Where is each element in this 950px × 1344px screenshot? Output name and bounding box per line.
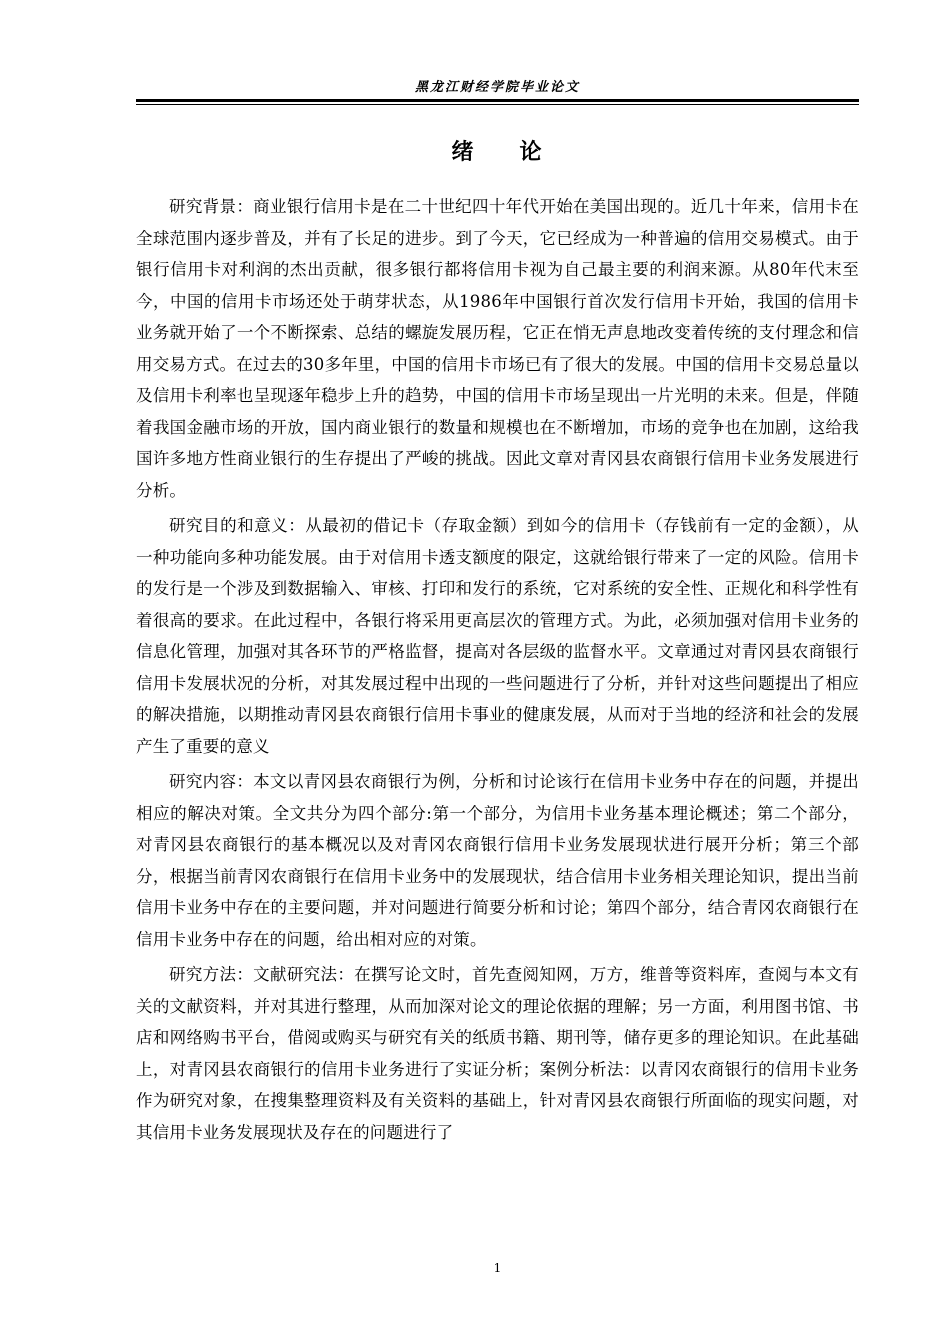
page-number: 1	[493, 1261, 502, 1275]
paragraph-background: 研究背景：商业银行信用卡是在二十世纪四十年代开始在美国出现的。近几十年来，信用卡在全球范围内逐步普及，并有了长足的进步。到了今天，它已经成为一种普遍的信用交易模式。由于银行信用卡对利润的杰出贡献，很多银行都将信用卡视为自己最主要的利润来源。从80年代末至今，中国的信用卡市场还处于萌芽状态，从1986年中国银行首次发行信用卡开始，我国的信用卡业务就开始了一个不断探索、总结的螺旋发展历程，它正在悄无声息地改变着传统的支付理念和信用交易方式。在过去的30多年里，中国的信用卡市场已有了很大的发展。中国的信用卡交易总量以及信用卡利率也呈现逐年稳步上升的趋势，中国的信用卡市场呈现出一片光明的未来。但是，伴随着我国金融市场的开放，国内商业银行的数量和规模也在不断增加，市场的竞争也在加剧，这给我国许多地方性商业银行的生存提出了严峻的挑战。因此文章对青冈县农商银行信用卡业务发展进行分析。	[136, 197, 859, 500]
body-text	[136, 191, 859, 1152]
paragraph-content: 研究内容：本文以青冈县农商银行为例，分析和讨论该行在信用卡业务中存在的问题，并提出相应的解决对策。全文共分为四个部分:第一个部分，为信用卡业务基本理论概述；第二个部分，对青冈县农商银行的基本概况以及对青冈农商银行信用卡业务发展现状进行展开分析；第三个部分，根据当前青冈农商银行在信用卡业务中的发展现状，结合信用卡业务相关理论知识，提出当前信用卡业务中存在的主要问题，并对问题进行简要分析和讨论；第四个部分，结合青冈农商银行在信用卡业务中存在的问题，给出相对应的对策。	[136, 772, 859, 949]
running-header: 黑龙江财经学院毕业论文	[414, 80, 580, 95]
header-rule-thick	[136, 99, 859, 102]
title-part-1: 绪	[451, 140, 476, 165]
title-part-2: 论	[519, 140, 544, 165]
page-title	[136, 136, 859, 170]
header-rule-thin	[136, 104, 859, 105]
paragraph-methods: 研究方法：文献研究法：在撰写论文时，首先查阅知网，万方，维普等资料库，查阅与本文有关的文献资料，并对其进行整理，从而加深对论文的理论依据的理解；另一方面，利用图书馆、书店和网络购书平台，借阅或购买与研究有关的纸质书籍、期刊等，储存更多的理论知识。在此基础上，对青冈县农商银行的信用卡业务进行了实证分析；案例分析法：以青冈农商银行的信用卡业务作为研究对象，在搜集整理资料及有关资料的基础上，针对青冈县农商银行所面临的现实问题，对其信用卡业务发展现状及存在的问题进行了	[136, 965, 859, 1142]
paragraph-purpose: 研究目的和意义：从最初的借记卡（存取金额）到如今的信用卡（存钱前有一定的金额），从一种功能向多种功能发展。由于对信用卡透支额度的限定，这就给银行带来了一定的风险。信用卡的发行是一个涉及到数据输入、审核、打印和发行的系统，它对系统的安全性、正规化和科学性有着很高的要求。在此过程中，各银行将采用更高层次的管理方式。为此，必须加强对信用卡业务的信息化管理，加强对其各环节的严格监督，提高对各层级的监督水平。文章通过对青冈县农商银行信用卡发展状况的分析，对其发展过程中出现的一些问题进行了分析，并针对这些问题提出了相应的解决措施，以期推动青冈县农商银行信用卡事业的健康发展，从而对于当地的经济和社会的发展产生了重要的意义	[136, 516, 859, 756]
